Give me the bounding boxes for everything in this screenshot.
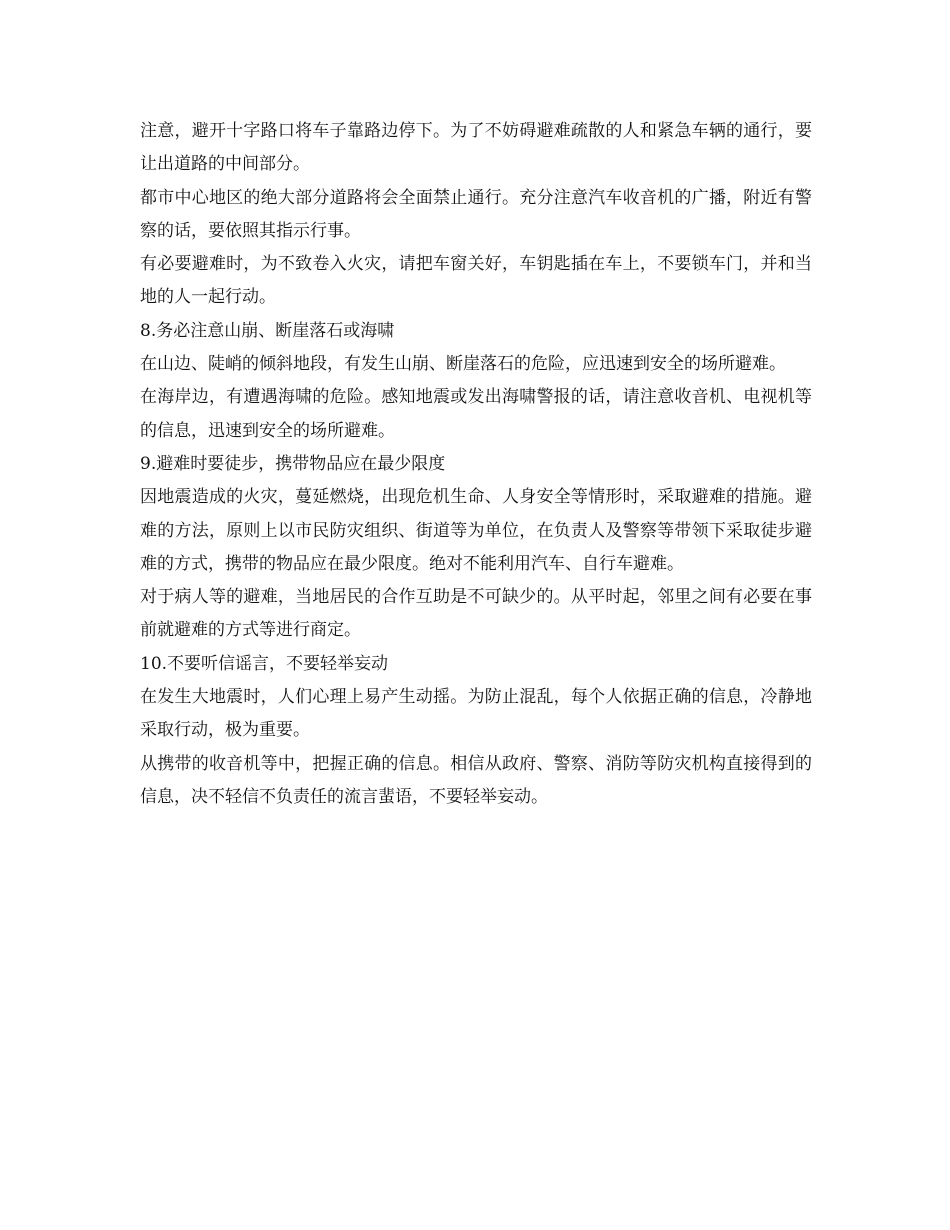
section-heading-10: 10.不要听信谣言，不要轻举妄动 (140, 653, 389, 674)
paragraph-patients: 对于病人等的避难，当地居民的合作互助是不可缺少的。从平时起，邻里之间有必要在事前就避难的方式等进行商定。 (140, 587, 812, 641)
paragraph-landslide: 在山边、陡峭的倾斜地段，有发生山崩、断崖落石的危险，应迅速到安全的场所避难。 (140, 354, 786, 375)
paragraph-stay-calm: 在发生大地震时，人们心理上易产生动摇。为防止混乱，每个人依据正确的信息，冷静地采取行动，极为重要。 (140, 687, 812, 741)
paragraph-evacuate-on-foot: 因地震造成的火灾，蔓延燃烧，出现危机生命、人身安全等情形时，采取避难的措施。避难的方法，原则上以市民防灾组织、街道等为单位，在负责人及警察等带领下采取徒步避难的方式，携带的物品应在最少限度。绝对不能利用汽车、自行车避难。 (140, 487, 812, 574)
section-heading-8: 8.务必注意山崩、断崖落石或海啸 (140, 320, 395, 341)
paragraph-tsunami: 在海岸边，有遭遇海啸的危险。感知地震或发出海啸警报的话，请注意收音机、电视机等的信息，迅速到安全的场所避难。 (140, 387, 812, 441)
section-heading-9: 9.避难时要徒步，携带物品应在最少限度 (140, 453, 446, 474)
paragraph-vehicle-parking: 注意，避开十字路口将车子靠路边停下。为了不妨碍避难疏散的人和紧急车辆的通行，要让出道路的中间部分。 (140, 121, 812, 175)
paragraph-correct-information: 从携带的收音机等中，把握正确的信息。相信从政府、警察、消防等防灾机构直接得到的信息，决不轻信不负责任的流言蜚语，不要轻举妄动。 (140, 753, 812, 807)
paragraph-evacuate-car: 有必要避难时，为不致卷入火灾，请把车窗关好，车钥匙插在车上，不要锁车门，并和当地的人一起行动。 (140, 254, 812, 308)
paragraph-road-closure: 都市中心地区的绝大部分道路将会全面禁止通行。充分注意汽车收音机的广播，附近有警察的话，要依照其指示行事。 (140, 187, 812, 241)
document-body (140, 115, 812, 814)
